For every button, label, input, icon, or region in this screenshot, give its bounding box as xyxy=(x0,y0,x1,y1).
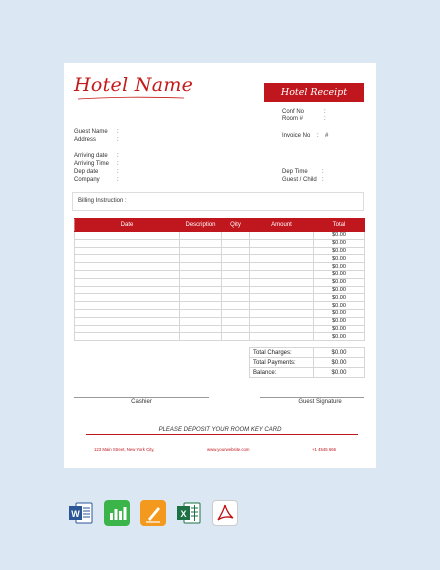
table-row xyxy=(75,286,365,294)
table-cell xyxy=(75,317,180,325)
table-cell xyxy=(250,270,314,278)
row-total: $0.00 xyxy=(314,270,365,278)
guest-name-value: : xyxy=(117,129,119,135)
table-cell xyxy=(180,333,222,341)
total-payments-label: Total Payments: xyxy=(250,358,314,368)
table-cell xyxy=(180,325,222,333)
table-row xyxy=(75,255,365,263)
svg-text:W: W xyxy=(71,509,80,519)
row-total: $0.00 xyxy=(314,255,365,263)
table-cell xyxy=(250,325,314,333)
table-cell xyxy=(75,239,180,247)
table-cell xyxy=(75,247,180,255)
row-total: $0.00 xyxy=(314,325,365,333)
guest-child-colon: : xyxy=(322,177,324,183)
dep-time-label: Dep Time xyxy=(282,169,308,175)
table-cell xyxy=(75,309,180,317)
table-cell xyxy=(75,278,180,286)
company-value: : xyxy=(117,177,119,183)
col-header-amount: Amount xyxy=(250,219,314,232)
items-table xyxy=(74,218,365,341)
table-row xyxy=(75,270,365,278)
cashier-label: Cashier xyxy=(131,399,152,405)
table-cell xyxy=(75,294,180,302)
table-cell xyxy=(250,309,314,317)
table-cell xyxy=(250,317,314,325)
summary-row xyxy=(250,358,365,368)
row-total: $0.00 xyxy=(314,309,365,317)
row-total: $0.00 xyxy=(314,263,365,271)
table-cell xyxy=(180,239,222,247)
table-cell xyxy=(250,255,314,263)
file-format-icons xyxy=(68,500,238,526)
arriving-time-label: Arriving Time xyxy=(74,161,110,167)
row-total: $0.00 xyxy=(314,317,365,325)
table-cell xyxy=(250,333,314,341)
footer-phone: +1 4545 666 xyxy=(312,447,337,452)
guest-signature-line xyxy=(260,397,364,398)
balance-value: $0.00 xyxy=(314,368,365,378)
table-cell xyxy=(180,317,222,325)
deposit-note: PLEASE DEPOSIT YOUR ROOM KEY CARD xyxy=(158,427,282,433)
table-row xyxy=(75,263,365,271)
col-header-description: Description xyxy=(180,219,222,232)
receipt-sheet xyxy=(64,63,376,468)
hotel-name: Hotel Name xyxy=(74,74,194,96)
pdf-icon[interactable] xyxy=(212,500,238,526)
table-cell xyxy=(75,302,180,310)
table-cell xyxy=(222,294,250,302)
table-row xyxy=(75,239,365,247)
col-header-date: Date xyxy=(75,219,180,232)
billing-instruction-label: Billing Instruction : xyxy=(78,198,127,204)
conf-no-colon: : xyxy=(324,109,326,115)
svg-text:X: X xyxy=(180,509,187,519)
row-total: $0.00 xyxy=(314,232,365,240)
invoice-hash: # xyxy=(325,133,329,139)
table-cell xyxy=(222,263,250,271)
invoice-no-colon: : xyxy=(317,133,319,139)
summary-row xyxy=(250,348,365,358)
guest-child-label: Guest / Child xyxy=(282,177,317,183)
table-cell xyxy=(222,333,250,341)
table-cell xyxy=(180,294,222,302)
total-charges-label: Total Charges: xyxy=(250,348,314,358)
table-cell xyxy=(222,286,250,294)
room-no-label: Room # xyxy=(282,116,304,122)
table-cell xyxy=(222,239,250,247)
table-row xyxy=(75,333,365,341)
arriving-date-label: Arriving date xyxy=(74,153,108,159)
table-cell xyxy=(250,263,314,271)
address-value: : xyxy=(117,137,119,143)
table-row xyxy=(75,294,365,302)
table-cell xyxy=(180,278,222,286)
table-cell xyxy=(250,286,314,294)
arriving-date-value: : xyxy=(117,153,119,159)
pages-icon[interactable] xyxy=(140,500,166,526)
table-cell xyxy=(180,247,222,255)
table-cell xyxy=(250,232,314,240)
table-cell xyxy=(75,263,180,271)
table-cell xyxy=(222,309,250,317)
invoice-no-label: Invoice No xyxy=(282,133,311,139)
table-cell xyxy=(250,239,314,247)
guest-signature-label: Guest Signature xyxy=(298,399,342,405)
totals-table xyxy=(249,347,365,378)
table-cell xyxy=(222,270,250,278)
cashier-signature-line xyxy=(74,397,209,398)
table-header-row xyxy=(75,219,365,232)
table-cell xyxy=(180,255,222,263)
table-cell xyxy=(180,302,222,310)
arriving-time-value: : xyxy=(117,161,119,167)
col-header-total: Total xyxy=(314,219,365,232)
footer-divider xyxy=(86,434,358,435)
col-header-qty: Qity xyxy=(222,219,250,232)
table-row xyxy=(75,247,365,255)
row-total: $0.00 xyxy=(314,278,365,286)
table-cell xyxy=(250,302,314,310)
table-cell xyxy=(75,325,180,333)
row-total: $0.00 xyxy=(314,294,365,302)
table-row xyxy=(75,302,365,310)
table-cell xyxy=(222,302,250,310)
table-row xyxy=(75,232,365,240)
table-cell xyxy=(222,255,250,263)
footer-website: www.yourwebsite.com xyxy=(207,447,250,452)
table-cell xyxy=(222,317,250,325)
company-label: Company xyxy=(74,177,100,183)
table-cell xyxy=(180,270,222,278)
row-total: $0.00 xyxy=(314,333,365,341)
conf-no-label: Conf No xyxy=(282,109,305,115)
table-cell xyxy=(180,309,222,317)
total-charges-value: $0.00 xyxy=(314,348,365,358)
table-cell xyxy=(222,232,250,240)
excel-icon[interactable] xyxy=(176,500,202,526)
dep-date-value: : xyxy=(117,169,119,175)
table-cell xyxy=(250,294,314,302)
table-row xyxy=(75,309,365,317)
balance-label: Balance: xyxy=(250,368,314,378)
address-label: Address xyxy=(74,137,97,143)
row-total: $0.00 xyxy=(314,302,365,310)
table-row xyxy=(75,325,365,333)
room-no-colon: : xyxy=(324,116,326,122)
billing-instruction-box xyxy=(72,192,364,211)
table-cell xyxy=(222,247,250,255)
row-total: $0.00 xyxy=(314,247,365,255)
dep-date-label: Dep date xyxy=(74,169,99,175)
table-row xyxy=(75,317,365,325)
receipt-title-box: Hotel Receipt xyxy=(264,83,364,102)
table-cell xyxy=(250,278,314,286)
table-row xyxy=(75,278,365,286)
row-total: $0.00 xyxy=(314,239,365,247)
dep-time-colon: : xyxy=(322,169,324,175)
footer-address: 123 Main Street, New York City, xyxy=(94,447,155,452)
guest-name-label: Guest Name xyxy=(74,129,108,135)
title-underline xyxy=(76,95,186,101)
table-cell xyxy=(180,263,222,271)
table-cell xyxy=(75,270,180,278)
summary-row xyxy=(250,368,365,378)
table-cell xyxy=(180,286,222,294)
table-cell xyxy=(75,232,180,240)
numbers-icon[interactable] xyxy=(104,500,130,526)
total-payments-value: $0.00 xyxy=(314,358,365,368)
table-cell xyxy=(180,232,222,240)
table-cell xyxy=(75,286,180,294)
row-total: $0.00 xyxy=(314,286,365,294)
table-cell xyxy=(75,333,180,341)
table-cell xyxy=(250,247,314,255)
table-cell xyxy=(222,325,250,333)
table-cell xyxy=(75,255,180,263)
word-icon[interactable] xyxy=(68,500,94,526)
table-cell xyxy=(222,278,250,286)
